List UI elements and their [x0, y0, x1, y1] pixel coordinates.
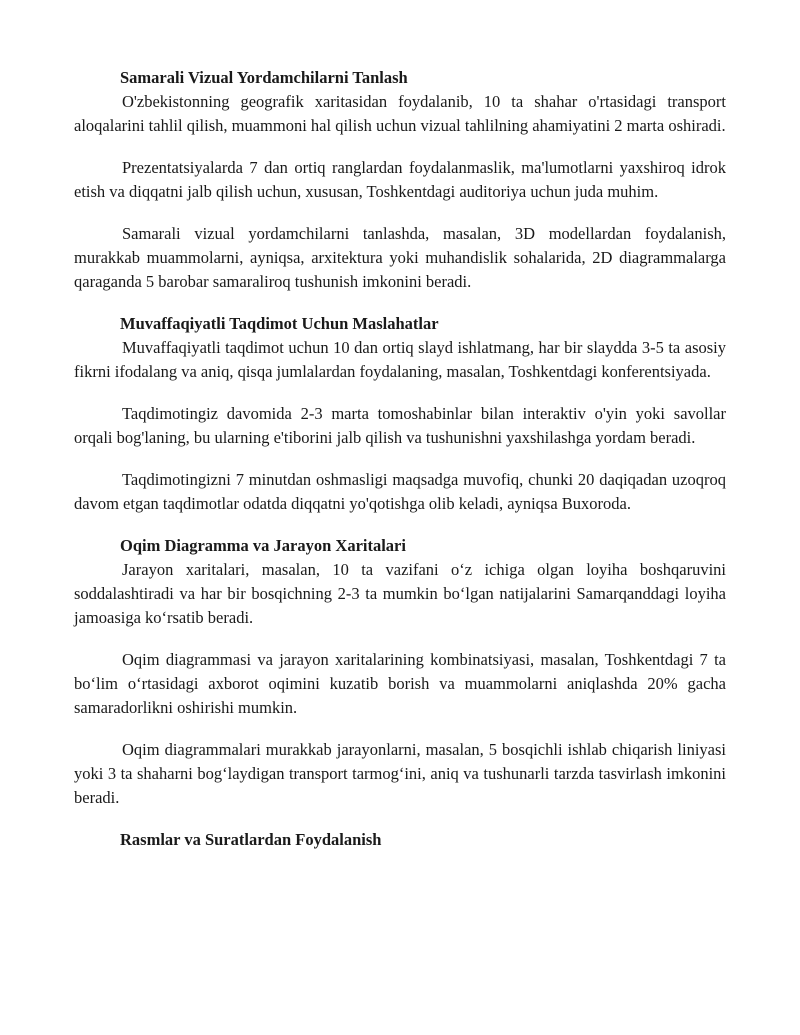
document-page — [74, 66, 726, 852]
paragraph: Samarali vizual yordamchilarni tanlashda, masalan, 3D modellardan foydalanish, murakkab muammolarni, ayniqsa, arxitektura yoki muhandislik sohalarida, 2D diagrammalarga qaraganda 5 barobar samaraliroq tushunish imkonini beradi. — [74, 224, 726, 291]
paragraph: Oqim diagrammasi va jarayon xaritalarining kombinatsiyasi, masalan, Toshkentdagi 7 ta bo‘lim o‘rtasidagi axborot oqimini kuzatib borish va muammolarni aniqlashda 20% gacha samaradorlikni oshirishi mumkin. — [74, 650, 726, 717]
paragraph: Oqim diagrammalari murakkab jarayonlarni, masalan, 5 bosqichli ishlab chiqarish liniyasi yoki 3 ta shaharni bog‘laydigan transport tarmog‘ini, aniq va tushunarli tarzda tasvirlash imkonini beradi. — [74, 740, 726, 807]
section-heading: Muvaffaqiyatli Taqdimot Uchun Maslahatlar — [120, 314, 439, 333]
section-flow-diagrams — [74, 534, 726, 810]
section-heading: Rasmlar va Suratlardan Foydalanish — [120, 830, 382, 849]
paragraph: Jarayon xaritalari, masalan, 10 ta vazifani o‘z ichiga olgan loyiha boshqaruvini soddalashtiradi va har bir bosqichning 2-3 ta mumkin bo‘lgan natijalarini Samarqanddagi loyiha jamoasiga ko‘rsatib beradi. — [74, 560, 726, 627]
paragraph: Muvaffaqiyatli taqdimot uchun 10 dan ortiq slayd ishlatmang, har bir slaydda 3-5 ta asosiy fikrni ifodalang va aniq, qisqa jumlalardan foydalaning, masalan, Toshkentdagi konferentsiyada. — [74, 338, 726, 381]
section-heading: Samarali Vizual Yordamchilarni Tanlash — [120, 68, 408, 87]
section-heading: Oqim Diagramma va Jarayon Xaritalari — [120, 536, 406, 555]
section-visual-aids — [74, 66, 726, 294]
paragraph: Taqdimotingiz davomida 2-3 marta tomoshabinlar bilan interaktiv o'yin yoki savollar orqali bog'laning, bu ularning e'tiborini jalb qilish va tushunishni yaxshilashga yordam beradi. — [74, 404, 726, 447]
section-images — [74, 828, 726, 852]
paragraph: Prezentatsiyalarda 7 dan ortiq ranglardan foydalanmaslik, ma'lumotlarni yaxshiroq idrok etish va diqqatni jalb qilish uchun, xususan, Toshkentdagi auditoriya uchun juda muhim. — [74, 158, 726, 201]
section-presentation-tips — [74, 312, 726, 516]
paragraph: O'zbekistonning geografik xaritasidan foydalanib, 10 ta shahar o'rtasidagi transport aloqalarini tahlil qilish, muammoni hal qilish uchun vizual tahlilning ahamiyatini 2 marta oshiradi. — [74, 92, 726, 135]
paragraph: Taqdimotingizni 7 minutdan oshmasligi maqsadga muvofiq, chunki 20 daqiqadan uzoqroq davom etgan taqdimotlar odatda diqqatni yo'qotishga olib keladi, ayniqsa Buxoroda. — [74, 470, 726, 513]
